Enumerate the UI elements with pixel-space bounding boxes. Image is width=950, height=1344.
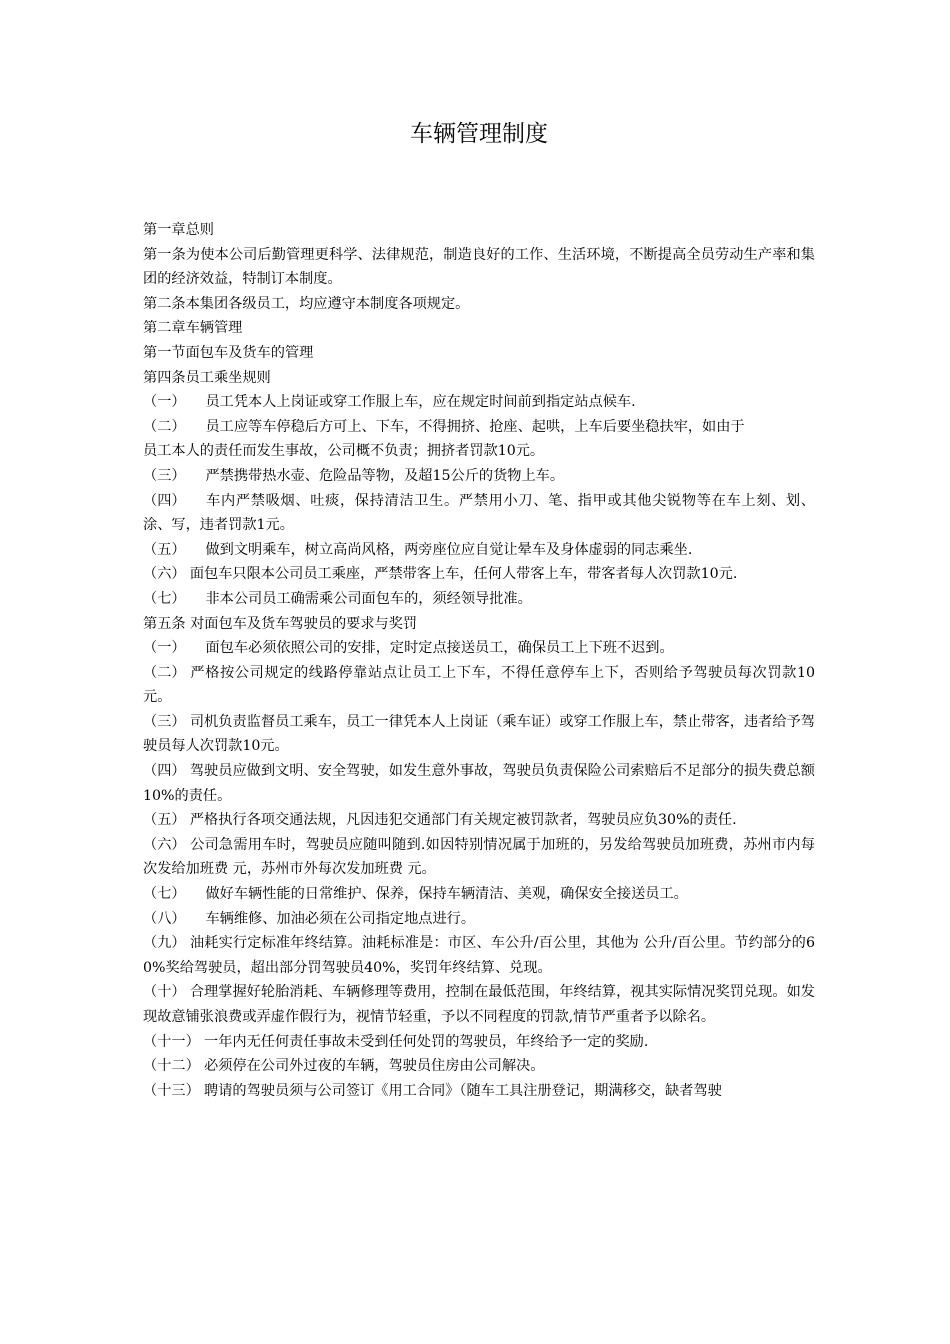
- clause-item: [143, 489, 815, 538]
- clause-number: （一）: [143, 640, 186, 657]
- clause-number: （五）: [143, 541, 186, 558]
- clause-number: （六）: [143, 566, 186, 583]
- text-line: 第四条员工乘坐规则: [143, 369, 271, 386]
- clause-number: （七）: [143, 886, 186, 903]
- text-line: 第二章车辆管理: [143, 320, 243, 337]
- clause-item: [143, 390, 815, 415]
- clause-item: [143, 980, 815, 1029]
- clause-text: 必须停在公司外过夜的车辆，驾驶员住房由公司解决。: [204, 1058, 545, 1075]
- text-line: 第一章总则: [143, 222, 214, 238]
- clause-item: [143, 464, 815, 489]
- clause-text: 司机负责监督员工乘车，员工一律凭本人上岗证（乘车证）或穿工作服上车，禁止带客，违者给予驾驶员每人次罚款10元。: [143, 713, 815, 755]
- clause-item: [143, 636, 815, 661]
- clause-text: 做好车辆性能的日常维护、保养，保持车辆清洁、美观，确保安全接送员工。: [205, 886, 688, 903]
- clause-number: （四）: [143, 763, 186, 780]
- clause-text: 严禁携带热水壶、危险品等物，及超15公斤的货物上车。: [205, 467, 565, 484]
- clause-number: （二）: [143, 418, 186, 435]
- clause-item: [143, 538, 815, 563]
- clause-text: 严格按公司规定的线路停靠站点让员工上下车，不得任意停车上下，否则给予驾驶员每次罚款10元。: [143, 664, 815, 706]
- clause-text: 公司急需用车时，驾驶员应随叫随到.如因特别情况属于加班的，另发给驾驶员加班费，苏州市内每次发给加班费 元，苏州市外每次发加班费 元。: [143, 836, 815, 878]
- text-line: 第五条 对面包车及货车驾驶员的要求与奖罚: [143, 615, 418, 632]
- clause-text: 非本公司员工确需乘公司面包车的，须经领导批准。: [205, 590, 532, 607]
- clause-number: （六）: [143, 836, 186, 853]
- clause-text: 车内严禁吸烟、吐痰，保持清洁卫生。严禁用小刀、笔、指甲或其他尖锐物等在车上刻、划、涂、写，违者罚款1元。: [143, 492, 815, 534]
- clause-text: 合理掌握好轮胎消耗、车辆修理等费用，控制在最低范围，年终结算，视其实际情况奖罚兑现。如发现故意铺张浪费或弄虚作假行为，视情节轻重，予以不同程度的罚款,情节严重者予以除名。: [143, 984, 815, 1025]
- clause-number: （十三）: [143, 1082, 200, 1099]
- clause-number: （九）: [143, 935, 186, 952]
- text-line: 第二条本集团各级员工，均应遵守本制度各项规定。: [143, 295, 470, 312]
- text-line: 员工本人的责任而发生事故，公司概不负责；拥挤者罚款10元。: [143, 443, 545, 460]
- clause-text: 严格执行各项交通法规，凡因违犯交通部门有关规定被罚款者，驾驶员应负30%的责任.: [189, 812, 737, 829]
- clause-text: 聘请的驾驶员须与公司签订《用工合同》（随车工具注册登记，期满移交，缺者驾驶: [204, 1082, 722, 1099]
- clause-number: （一）: [143, 394, 186, 411]
- clause-text: 员工凭本人上岗证或穿工作服上车，应在规定时间前到指定站点候车.: [205, 394, 636, 411]
- clause-text: 面包车必须依照公司的安排，定时定点接送员工，确保员工上下班不迟到。: [205, 640, 674, 657]
- clause-item: [143, 882, 815, 907]
- clause-text: 做到文明乘车，树立高尚风格，两旁座位应自觉让晕车及身体虚弱的同志乘坐.: [205, 541, 693, 558]
- clause-item: [143, 759, 815, 808]
- clause-number: （十）: [143, 984, 186, 1001]
- clause-number: （八）: [143, 910, 186, 927]
- clause-item: [143, 907, 815, 932]
- clause-number: （五）: [143, 812, 186, 829]
- clause-item: [143, 1079, 815, 1104]
- clause-item: [143, 1030, 815, 1055]
- clause-number: （二）: [143, 664, 186, 681]
- clause-number: （三）: [143, 713, 186, 730]
- document-title: 车辆管理制度: [410, 121, 548, 147]
- text-line: 第一节面包车及货车的管理: [143, 344, 314, 361]
- clause-text: 驾驶员应做到文明、安全驾驶，如发生意外事故，驾驶员负责保险公司索赔后不足部分的损失费总额10%的责任。: [143, 763, 815, 804]
- clause-item: [143, 661, 815, 710]
- document-body: [143, 218, 815, 1103]
- clause-text: 一年内无任何责任事故未受到任何处罚的驾驶员，年终给予一定的奖励.: [204, 1033, 649, 1050]
- clause-text: 车辆维修、加油必须在公司指定地点进行。: [205, 910, 476, 927]
- clause-item: [143, 562, 815, 587]
- clause-number: （十二）: [143, 1058, 200, 1075]
- clause-text: 油耗实行定标准年终结算。油耗标准是：市区、车公升/百公里，其他为 公升/百公里。节约部分的60%奖给驾驶员，超出部分罚驾驶员40%，奖罚年终结算、兑现。: [143, 935, 815, 976]
- clause-text: 员工应等车停稳后方可上、下车，不得拥挤、抢座、起哄，上车后要坐稳扶牢，如由于: [205, 418, 745, 435]
- clause-item: [143, 415, 815, 440]
- clause-text: 面包车只限本公司员工乘座，严禁带客上车，任何人带客上车，带客者每人次罚款10元.: [189, 566, 738, 583]
- clause-number: （三）: [143, 467, 186, 484]
- clause-item: [143, 587, 815, 612]
- clause-item: [143, 1054, 815, 1079]
- clause-number: （七）: [143, 590, 186, 607]
- paragraph: 第一条为使本公司后勤管理更科学、法律规范，制造良好的工作、生活环境，不断提高全员劳动生产率和集团的经济效益，特制订本制度。: [143, 246, 815, 288]
- clause-number: （十一）: [143, 1033, 200, 1050]
- clause-item: [143, 833, 815, 882]
- clause-item: [143, 710, 815, 759]
- clause-item: [143, 808, 815, 833]
- clause-number: （四）: [143, 492, 186, 509]
- clause-item: [143, 931, 815, 980]
